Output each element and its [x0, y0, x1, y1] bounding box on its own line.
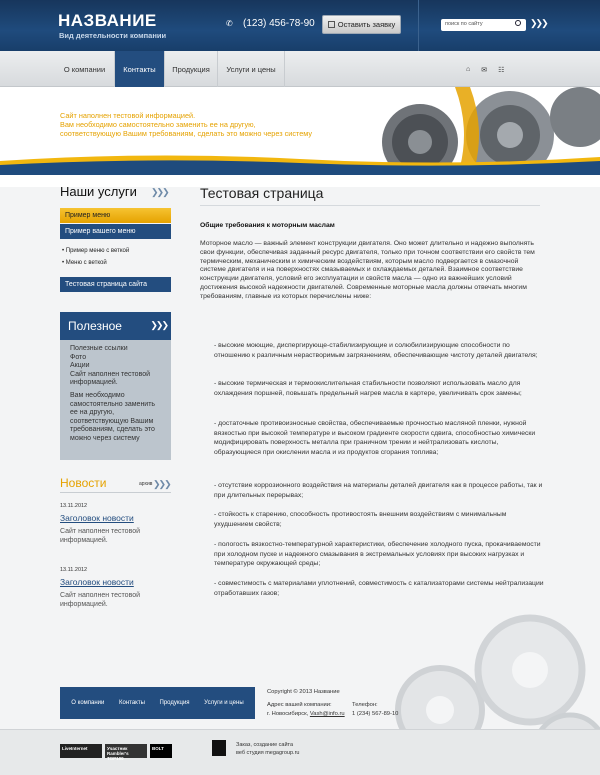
chevrons-icon[interactable]: ❯❯❯ — [153, 479, 170, 489]
search-arrows-icon[interactable]: ❯❯❯ — [530, 18, 547, 28]
content-bullet: - стойкость к старению, способность противостоять внешним воздействиям с минимальным ухудшением свойств; — [214, 511, 507, 528]
mail-icon[interactable]: ✉ — [481, 67, 488, 74]
sidebar-subitem[interactable]: • Пример меню с веткой — [62, 248, 130, 254]
header-bar — [0, 0, 600, 51]
counter-liveinternet[interactable]: LiveInternet — [60, 744, 102, 758]
search-input[interactable] — [441, 19, 526, 31]
main-nav — [0, 51, 600, 87]
footer-nav-about[interactable]: О компании — [71, 700, 105, 706]
address — [267, 711, 345, 717]
sidebar-item-your-menu[interactable]: Пример вашего меню — [60, 224, 171, 239]
search-icon[interactable] — [515, 20, 521, 26]
services-title: Наши услуги — [60, 184, 137, 199]
sidebar-item-example-menu[interactable]: Пример меню — [60, 208, 171, 223]
hero-line: Вам необходимо самостоятельно заменить ее на другую, — [60, 120, 256, 129]
useful-body — [60, 340, 171, 449]
studio-link[interactable]: веб студия megagroup.ru — [236, 750, 300, 756]
hero-line: Сайт наполнен тестовой информацией. — [60, 111, 196, 120]
content-paragraph: Моторное масло — важный элемент конструкции двигателя. Оно может длительно и надежно выполнять свои функции, обеспечивая заданный ресурс двигателя, только при точном соответствии его свойств тем термическим, механическим и химическим воздействиям, которым масло подвергается в смазочной системе двигателя и на поверхностях смазываемых и охлаждаемых деталей. Взаимное соответствие конструкции двигателя, условий его эксплуатации и свойств масла — одно из важнейших условий достижения высокой надежности двигателей. Современные моторные масла должны отвечать многим требованиям, главные из которых перечислены ниже: — [200, 240, 535, 300]
useful-text: Сайт наполнен тестовой информацией. — [70, 370, 151, 387]
title-divider — [200, 205, 540, 206]
sidebar-subitem-label: Пример меню с веткой — [65, 248, 130, 254]
useful-header — [60, 312, 171, 340]
news-heading-link[interactable]: Заголовок новости — [60, 513, 134, 523]
logo-subtitle: Вид деятельности компании — [59, 31, 167, 40]
sidebar-subitem[interactable]: • Меню с веткой — [62, 260, 107, 266]
sidebar-subitem-label: Меню с веткой — [65, 260, 107, 266]
page-title: Тестовая страница — [200, 185, 324, 201]
news-title: Новости — [60, 476, 107, 490]
studio-logo-icon[interactable] — [212, 740, 226, 756]
order-button-label: Оставить заявку — [337, 20, 396, 29]
studio-line: Заказ, создание сайта — [236, 742, 294, 748]
news-heading-link[interactable]: Заголовок новости — [60, 577, 134, 587]
footer-phone: 1 (234) 567-89-10 — [352, 711, 399, 717]
content-subtitle: Общие требования к моторным маслам — [200, 222, 335, 229]
footer-nav-products[interactable]: Продукция — [159, 700, 190, 706]
content-bullet: - пологость вязкостно-температурной характеристики, обеспечение холодного пуска, прокачиваемости при холодном пуске и надежного смазывания в экстремальных условиях при высоких нагрузках и температуре окружающей среды; — [214, 541, 541, 567]
nav-item-services[interactable]: Услуги и цены — [218, 51, 285, 87]
content-bullet: - совместимость с материалами уплотнений, совместимость с катализаторами системы нейтрализации отработавших газов; — [214, 580, 544, 597]
content-bullet: - высокие моющие, диспергирующе-стабилизирующие и солюбилизирующие способности по отношению к различным нерастворимым загрязнениям, обеспечивающие чистоту деталей двигателя; — [214, 342, 538, 359]
sitemap-icon[interactable]: ☷ — [498, 67, 505, 74]
content-bullet: - отсутствие коррозионного воздействия на материалы деталей двигателя как в процессе работы, так и при длительных перерывах; — [214, 482, 543, 499]
order-button[interactable] — [322, 15, 401, 34]
studio-credit — [236, 741, 299, 757]
search-placeholder: поиск по сайту — [445, 21, 483, 27]
header-phone: (123) 456-78-90 — [243, 18, 315, 29]
hero-text — [60, 111, 312, 138]
useful-link[interactable]: Фото — [70, 353, 87, 361]
hero-line: соответствующую Вашим требованиям, сделать это можно через систему — [60, 129, 313, 138]
footer-nav-contacts[interactable]: Контакты — [119, 700, 145, 706]
news-archive-link[interactable]: архив — [139, 481, 153, 487]
nav-item-products[interactable]: Продукция — [165, 51, 218, 87]
footer-email-link[interactable]: Vash@info.ru — [309, 711, 345, 717]
useful-block — [60, 312, 171, 460]
content-bullet: - достаточные противоизносные свойства, обеспечиваемые прочностью масляной пленки, нужной вязкостью при высокой температуре и высоком градиенте скорости сдвига, способностью химически модифицировать поверхность металла при граничном трении и нейтрализовать кислоты, образующиеся при окислении масла и из продуктов сгорания топлива; — [214, 420, 536, 456]
useful-text: Вам необходимо самостоятельно заменить ее на другую, соответствующую Вашим требованиям, сделать это можно через систему — [70, 391, 156, 442]
copyright: Copyright © 2013 Название — [267, 689, 340, 695]
chevrons-icon: ❯❯❯ — [150, 320, 167, 330]
counter-rambler[interactable]: Участник Rambler's TOP100 — [105, 744, 147, 758]
nav-icons — [466, 66, 504, 74]
footer-nav — [60, 687, 255, 719]
nav-item-about[interactable]: О компании — [55, 51, 115, 87]
footer-nav-services[interactable]: Услуги и цены — [204, 700, 244, 706]
news-date: 13.11.2012 — [60, 567, 88, 573]
document-icon — [328, 21, 335, 28]
news-divider — [60, 492, 171, 493]
hero-banner — [0, 87, 600, 187]
phone-label: Телефон: — [352, 702, 378, 708]
sidebar-item-test-page[interactable]: Тестовая страница сайта — [60, 277, 171, 292]
content-bullet: - высокие термическая и термоокислительная стабильности позволяют использовать масло для охлаждения поршней, повышать предельный нагрев масла в картере, увеличивать срок замены; — [214, 380, 522, 397]
chevrons-icon: ❯❯❯ — [151, 187, 168, 197]
useful-link[interactable]: Полезные ссылки — [70, 345, 128, 352]
header-divider — [418, 0, 419, 51]
address-city: г. Новосибирск, — [267, 711, 309, 717]
news-text: Сайт наполнен тестовой информацией. — [60, 528, 141, 544]
address-label: Адрес вашей компании: — [267, 702, 332, 708]
nav-item-contacts[interactable]: Контакты — [115, 51, 165, 87]
counter-bolt[interactable]: BOLT — [150, 744, 172, 758]
useful-title: Полезное — [68, 319, 122, 333]
news-date: 13.11.2012 — [60, 503, 88, 509]
useful-link[interactable]: Акции — [70, 362, 90, 370]
news-text: Сайт наполнен тестовой информацией. — [60, 592, 141, 608]
home-icon[interactable]: ⌂ — [466, 66, 471, 73]
phone-icon: ✆ — [226, 19, 233, 28]
logo-title[interactable]: НАЗВАНИЕ — [58, 11, 157, 30]
oil-wave — [0, 153, 600, 175]
